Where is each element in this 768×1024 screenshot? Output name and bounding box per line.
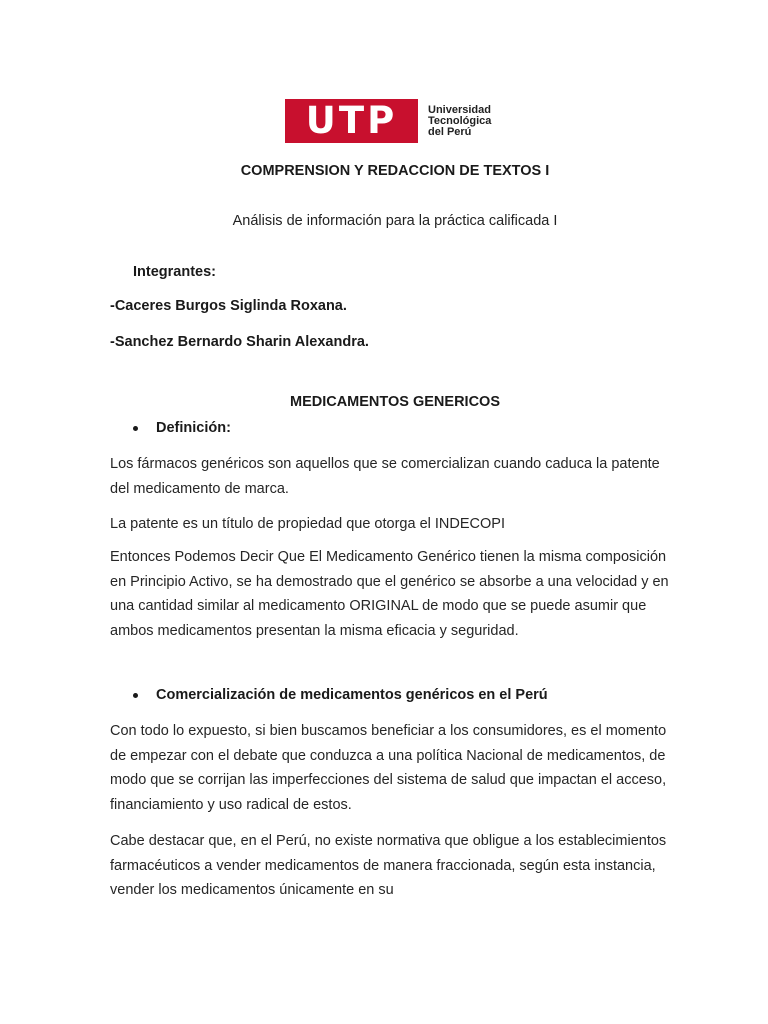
- member-item: -Caceres Burgos Siglinda Roxana.: [110, 298, 347, 314]
- paragraph: Cabe destacar que, en el Perú, no existe normativa que obligue a los establecimientos farmacéuticos a vender medicamentos de manera fraccionada, según esta instancia, vender los medicamentos únicamente en su: [110, 833, 667, 898]
- document-subtitle: Análisis de información para la práctica calificada I: [232, 213, 558, 229]
- section-title: MEDICAMENTOS GENERICOS: [289, 394, 500, 410]
- paragraph: Entonces Podemos Decir Que El Medicamento Genérico tienen la misma composición en Principio Activo, se ha demostrado que el genérico se absorbe a una velocidad y en una cantidad similar al medicamento ORIGINAL de modo que se puede asumir que ambos medicamentos presentan la misma eficacia y seguridad.: [110, 549, 669, 639]
- member-item: -Sanchez Bernardo Sharin Alexandra.: [110, 334, 369, 350]
- logo-letters: UTP: [305, 99, 398, 142]
- bullet-label: Comercialización de medicamentos genéricos en el Perú: [156, 687, 548, 703]
- logo-line-3: del Perú: [428, 125, 472, 138]
- bullet-heading-definition: [133, 420, 231, 436]
- bullet-dot-icon: [133, 426, 138, 431]
- bullet-heading-commercialization: [133, 687, 548, 703]
- logo-red-box: [285, 99, 418, 143]
- logo-line-2: Tecnológica: [428, 114, 492, 127]
- paragraph: Los fármacos genéricos son aquellos que se comercializan cuando caduca la patente del medicamento de marca.: [110, 456, 660, 497]
- paragraph: La patente es un título de propiedad que otorga el INDECOPI: [110, 516, 505, 532]
- members-label: Integrantes:: [133, 264, 216, 280]
- logo-line-1: Universidad: [428, 103, 491, 116]
- utp-logo: [285, 99, 491, 143]
- document-title: COMPRENSION Y REDACCION DE TEXTOS I: [240, 163, 550, 179]
- paragraph: Con todo lo expuesto, si bien buscamos beneficiar a los consumidores, es el momento de empezar con el debate que conduzca a una política Nacional de medicamentos, de modo que se corrijan las imperfecciones del sistema de salud que impactan el acceso, financiamiento y uso radical de estos.: [110, 723, 667, 813]
- bullet-label: Definición:: [156, 420, 231, 436]
- logo-university-name: [428, 105, 491, 138]
- bullet-dot-icon: [133, 693, 138, 698]
